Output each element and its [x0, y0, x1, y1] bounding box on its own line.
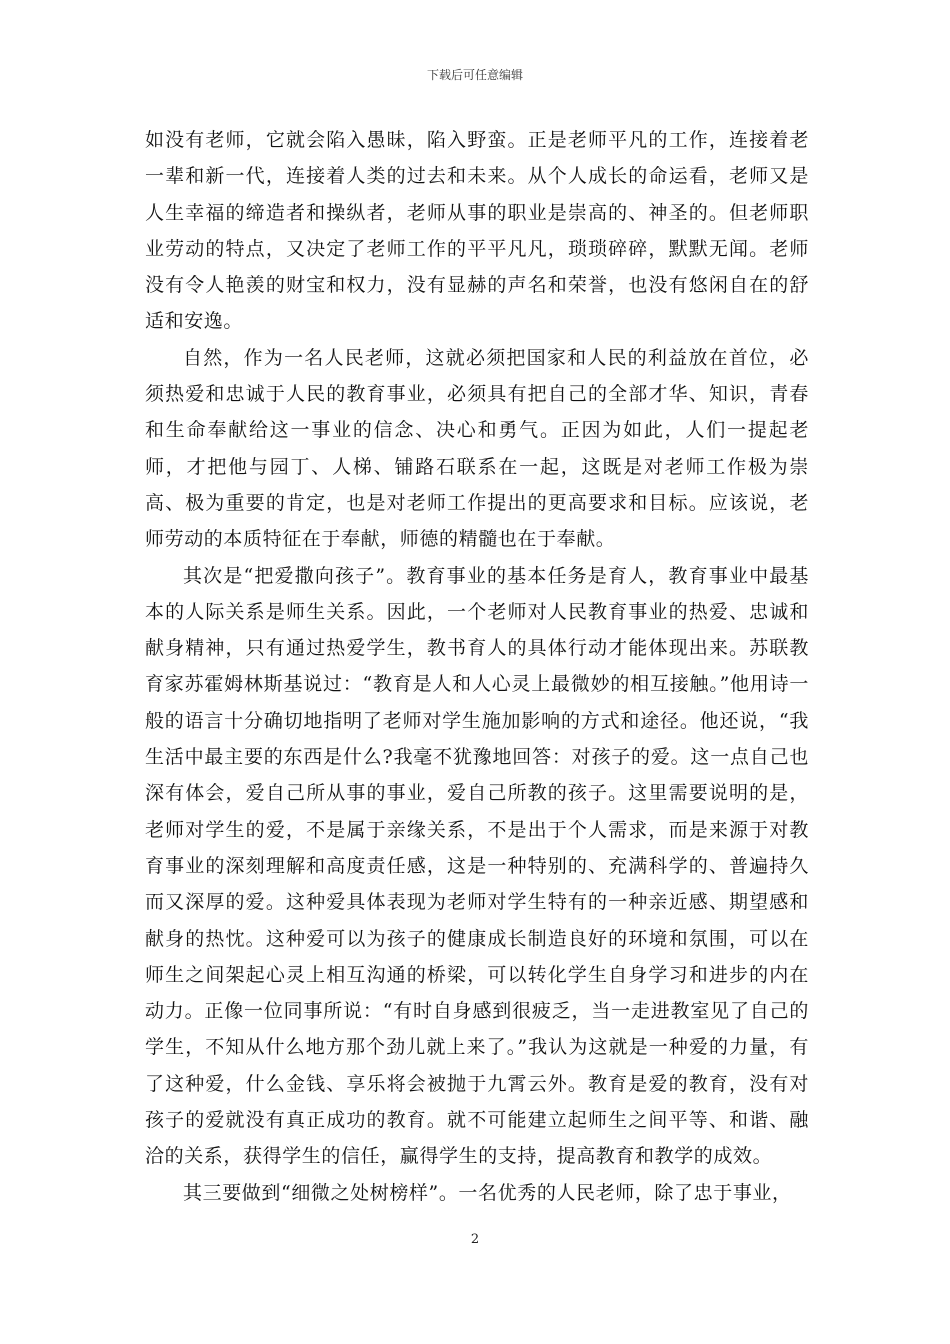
paragraph-continuation: 如没有老师，它就会陷入愚昧，陷入野蛮。正是老师平凡的工作，连接着老一辈和新一代，连接着人类的过去和未来。从个人成长的命运看，老师又是人生幸福的缔造者和操纵者，老师从事的职业是崇高的、神圣的。但老师职业劳动的特点，又决定了老师工作的平平凡凡，琐琐碎碎，默默无闻。老师没有令人艳羡的财宝和权力，没有显赫的声名和荣誉，也没有悠闲自在的舒适和安逸。 — [145, 129, 809, 333]
paragraph-love-for-children: 其次是“把爱撒向孩子”。教育事业的基本任务是育人，教育事业中最基本的人际关系是师生关系。因此，一个老师对人民教育事业的热爱、忠诚和献身精神，只有通过热爱学生，教书育人的具体行动才能体现出来。苏联教育家苏霍姆林斯基说过：“教育是人和人心灵上最微妙的相互接触。”他用诗一般的语言十分确切地指明了老师对学生施加影响的方式和途径。他还说，“我生活中最主要的东西是什么?我毫不犹豫地回答：对孩子的爱。这一点自己也深有体会，爱自己所从事的事业，爱自己所教的孩子。这里需要说明的是，老师对学生的爱，不是属于亲缘关系，不是出于个人需求，而是来源于对教育事业的深刻理解和高度责任感，这是一种特别的、充满科学的、普遍持久而又深厚的爱。这种爱具体表现为老师对学生特有的一种亲近感、期望感和献身的热忱。这种爱可以为孩子的健康成长制造良好的环境和氛围，可以在师生之间架起心灵上相互沟通的桥梁，可以转化学生自身学习和进步的内在动力。正像一位同事所说：“有时自身感到很疲乏，当一走进教室见了自己的学生，不知从什么地方那个劲儿就上来了。”我认为这就是一种爱的力量，有了这种爱，什么金钱、享乐将会被抛于九霄云外。教育是爱的教育，没有对孩子的爱就没有真正成功的教育。就不可能建立起师生之间平等、和谐、融洽的关系，获得学生的信任，赢得学生的支持，提高教育和教学的成效。 — [145, 564, 809, 1168]
paragraph-role-model: 其三要做到“细微之处树榜样”。一名优秀的人民老师，除了忠于事业， — [183, 1181, 792, 1204]
paragraph-dedication: 自然，作为一名人民老师，这就必须把国家和人民的利益放在首位，必须热爱和忠诚于人民的教育事业，必须具有把自己的全部才华、知识，青春和生命奉献给这一事业的信念、决心和勇气。正因为如此，人们一提起老师，才把他与园丁、人梯、铺路石联系在一起，这既是对老师工作极为崇高、极为重要的肯定，也是对老师工作提出的更高要求和目标。应该说，老师劳动的本质特征在于奉献，师德的精髓也在于奉献。 — [145, 346, 809, 551]
page-number: 2 — [470, 1232, 480, 1247]
document-body — [145, 122, 809, 1211]
page-header: 下载后可任意编辑 — [426, 68, 523, 82]
